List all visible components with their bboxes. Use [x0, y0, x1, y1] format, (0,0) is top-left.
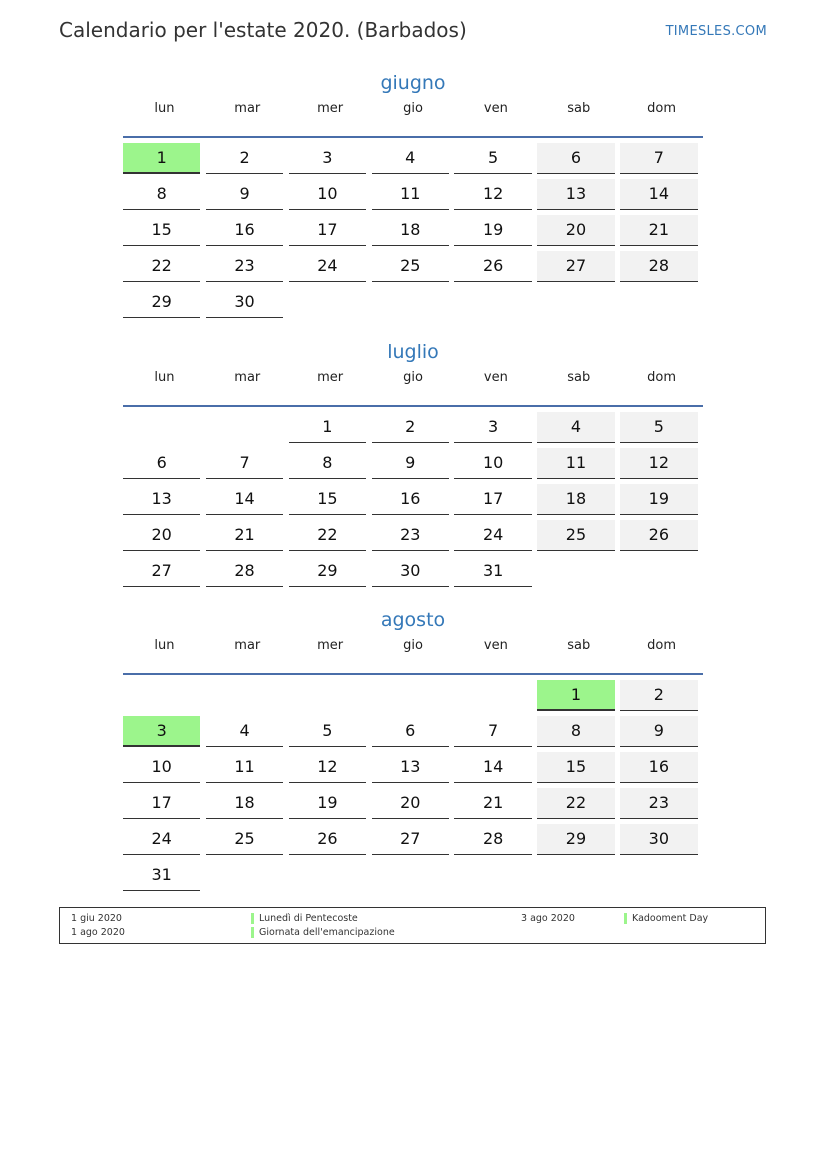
day-cell: 31: [123, 860, 200, 891]
day-cell: 15: [289, 484, 366, 515]
weekday-header-row: [123, 635, 703, 675]
day-cell: 30: [372, 556, 449, 587]
weekday-label: ven: [483, 638, 508, 653]
day-cell: 8: [289, 448, 366, 479]
empty-day-cell: [289, 680, 366, 711]
month-agosto: [123, 605, 703, 896]
week-row: [123, 716, 703, 752]
week-grid: [123, 407, 703, 592]
day-cell: 4: [372, 143, 449, 174]
day-cell: 18: [206, 788, 283, 819]
day-cell: 29: [537, 824, 614, 855]
weekday-header-row: [123, 367, 703, 407]
day-cell: 10: [123, 752, 200, 783]
day-cell: 15: [123, 215, 200, 246]
weekday-label: mar: [234, 370, 261, 385]
day-cell: 1: [123, 143, 200, 174]
week-row: [123, 179, 703, 215]
weekday-label: ven: [483, 101, 508, 116]
day-cell: 14: [206, 484, 283, 515]
legend-date: 1 ago 2020: [71, 927, 125, 938]
day-cell: 7: [454, 716, 531, 747]
legend-color-marker: [624, 913, 627, 924]
month-giugno: [123, 68, 703, 323]
day-cell: 12: [620, 448, 697, 479]
weekday-label: lun: [154, 101, 175, 116]
day-cell: 9: [206, 179, 283, 210]
weekday-label: mar: [234, 638, 261, 653]
day-cell: 23: [206, 251, 283, 282]
day-cell: 17: [289, 215, 366, 246]
day-cell: 8: [537, 716, 614, 747]
day-cell: 17: [123, 788, 200, 819]
empty-day-cell: [372, 287, 449, 318]
weekday-label: mer: [317, 638, 344, 653]
day-cell: 25: [206, 824, 283, 855]
day-cell: 18: [537, 484, 614, 515]
weekday-header-row: [123, 98, 703, 138]
day-cell: 17: [454, 484, 531, 515]
week-row: [123, 448, 703, 484]
day-cell: 2: [372, 412, 449, 443]
weekday-label: lun: [154, 370, 175, 385]
day-cell: 8: [123, 179, 200, 210]
weekday-label: mer: [317, 370, 344, 385]
weekday-label: sab: [567, 638, 591, 653]
empty-day-cell: [372, 860, 449, 891]
month-title: luglio: [387, 341, 439, 363]
week-row: [123, 556, 703, 592]
legend-holiday-name: Giornata dell'emancipazione: [259, 927, 395, 938]
day-cell: 21: [206, 520, 283, 551]
day-cell: 23: [620, 788, 697, 819]
day-cell: 26: [289, 824, 366, 855]
day-cell: 6: [123, 448, 200, 479]
day-cell: 5: [289, 716, 366, 747]
day-cell: 20: [372, 788, 449, 819]
weekday-label: mar: [234, 101, 261, 116]
weekday-label: gio: [403, 638, 423, 653]
weekday-label: sab: [567, 370, 591, 385]
empty-day-cell: [537, 860, 614, 891]
day-cell: 29: [123, 287, 200, 318]
legend-holiday-name: Lunedì di Pentecoste: [259, 913, 358, 924]
day-cell: 1: [537, 680, 614, 711]
empty-day-cell: [620, 860, 697, 891]
day-cell: 11: [372, 179, 449, 210]
legend-color-marker: [251, 927, 254, 938]
empty-day-cell: [206, 680, 283, 711]
day-cell: 28: [620, 251, 697, 282]
empty-day-cell: [206, 412, 283, 443]
week-row: [123, 752, 703, 788]
month-luglio: [123, 337, 703, 592]
day-cell: 16: [206, 215, 283, 246]
empty-day-cell: [372, 680, 449, 711]
day-cell: 9: [620, 716, 697, 747]
day-cell: 28: [454, 824, 531, 855]
week-row: [123, 484, 703, 520]
week-row: [123, 143, 703, 179]
holiday-legend: [59, 907, 766, 944]
week-row: [123, 520, 703, 556]
day-cell: 14: [454, 752, 531, 783]
day-cell: 18: [372, 215, 449, 246]
day-cell: 7: [206, 448, 283, 479]
month-title: agosto: [380, 609, 446, 631]
day-cell: 3: [454, 412, 531, 443]
day-cell: 20: [123, 520, 200, 551]
week-row: [123, 824, 703, 860]
day-cell: 16: [372, 484, 449, 515]
empty-day-cell: [537, 556, 614, 587]
day-cell: 22: [537, 788, 614, 819]
week-grid: [123, 138, 703, 323]
day-cell: 14: [620, 179, 697, 210]
empty-day-cell: [289, 860, 366, 891]
day-cell: 27: [537, 251, 614, 282]
empty-day-cell: [123, 680, 200, 711]
week-row: [123, 251, 703, 287]
day-cell: 4: [537, 412, 614, 443]
weekday-label: dom: [647, 638, 677, 653]
month-title: giugno: [380, 72, 446, 94]
day-cell: 13: [537, 179, 614, 210]
week-row: [123, 287, 703, 323]
empty-day-cell: [454, 860, 531, 891]
empty-day-cell: [123, 412, 200, 443]
day-cell: 24: [123, 824, 200, 855]
day-cell: 2: [620, 680, 697, 711]
empty-day-cell: [620, 287, 697, 318]
day-cell: 13: [372, 752, 449, 783]
empty-day-cell: [454, 680, 531, 711]
day-cell: 25: [372, 251, 449, 282]
empty-day-cell: [537, 287, 614, 318]
day-cell: 2: [206, 143, 283, 174]
day-cell: 22: [123, 251, 200, 282]
week-row: [123, 412, 703, 448]
day-cell: 26: [620, 520, 697, 551]
day-cell: 26: [454, 251, 531, 282]
day-cell: 24: [454, 520, 531, 551]
day-cell: 5: [454, 143, 531, 174]
week-row: [123, 788, 703, 824]
day-cell: 21: [454, 788, 531, 819]
weekday-label: mer: [317, 101, 344, 116]
day-cell: 1: [289, 412, 366, 443]
legend-holiday-name: Kadooment Day: [632, 913, 709, 924]
day-cell: 12: [289, 752, 366, 783]
week-row: [123, 215, 703, 251]
week-row: [123, 680, 703, 716]
page-title: Calendario per l'estate 2020. (Barbados): [59, 18, 467, 42]
day-cell: 19: [454, 215, 531, 246]
empty-day-cell: [620, 556, 697, 587]
week-row: [123, 860, 703, 896]
empty-day-cell: [206, 860, 283, 891]
weekday-label: ven: [483, 370, 508, 385]
day-cell: 5: [620, 412, 697, 443]
weekday-label: lun: [154, 638, 175, 653]
weekday-label: dom: [647, 101, 677, 116]
day-cell: 28: [206, 556, 283, 587]
brand-link[interactable]: TIMESLES.COM: [665, 24, 767, 39]
day-cell: 16: [620, 752, 697, 783]
day-cell: 10: [289, 179, 366, 210]
day-cell: 9: [372, 448, 449, 479]
day-cell: 30: [620, 824, 697, 855]
weekday-label: sab: [567, 101, 591, 116]
day-cell: 15: [537, 752, 614, 783]
empty-day-cell: [289, 287, 366, 318]
weekday-label: dom: [647, 370, 677, 385]
day-cell: 11: [537, 448, 614, 479]
day-cell: 10: [454, 448, 531, 479]
day-cell: 6: [537, 143, 614, 174]
day-cell: 12: [454, 179, 531, 210]
weekday-label: gio: [403, 370, 423, 385]
day-cell: 21: [620, 215, 697, 246]
day-cell: 19: [620, 484, 697, 515]
weekday-label: gio: [403, 101, 423, 116]
day-cell: 30: [206, 287, 283, 318]
day-cell: 25: [537, 520, 614, 551]
day-cell: 24: [289, 251, 366, 282]
day-cell: 23: [372, 520, 449, 551]
day-cell: 31: [454, 556, 531, 587]
legend-date: 1 giu 2020: [71, 913, 122, 924]
day-cell: 29: [289, 556, 366, 587]
legend-color-marker: [251, 913, 254, 924]
day-cell: 11: [206, 752, 283, 783]
day-cell: 27: [372, 824, 449, 855]
day-cell: 27: [123, 556, 200, 587]
day-cell: 4: [206, 716, 283, 747]
legend-date: 3 ago 2020: [521, 913, 575, 924]
day-cell: 7: [620, 143, 697, 174]
day-cell: 22: [289, 520, 366, 551]
day-cell: 3: [289, 143, 366, 174]
empty-day-cell: [454, 287, 531, 318]
day-cell: 13: [123, 484, 200, 515]
day-cell: 6: [372, 716, 449, 747]
week-grid: [123, 675, 703, 896]
day-cell: 20: [537, 215, 614, 246]
day-cell: 3: [123, 716, 200, 747]
day-cell: 19: [289, 788, 366, 819]
